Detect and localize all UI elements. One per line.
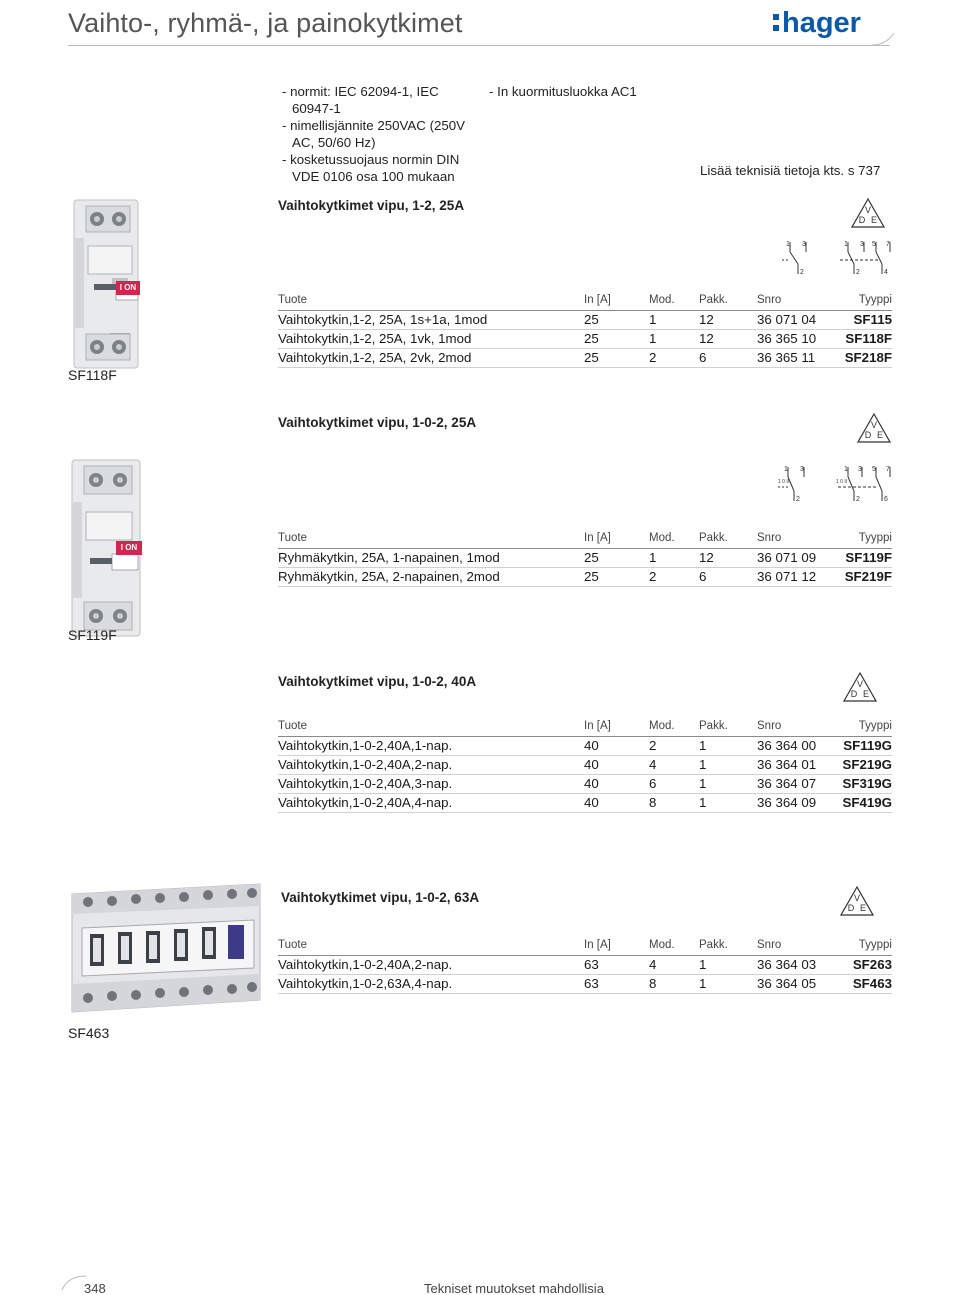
cell-snro: 36 365 11 [757, 348, 837, 367]
cell-product: Ryhmäkytkin, 25A, 2-napainen, 2mod [278, 567, 584, 586]
wiring-diagram-icon [774, 463, 894, 505]
cell-modules: 1 [649, 329, 699, 348]
svg-text:3: 3 [858, 466, 862, 473]
cell-current: 25 [584, 329, 649, 348]
cell-pack: 12 [699, 329, 757, 348]
cell-modules: 1 [649, 548, 699, 567]
table-row [278, 793, 892, 812]
svg-text:V: V [864, 205, 872, 215]
col-product: Tuote [278, 717, 584, 736]
section-title-2: Vaihtokytkimet vipu, 1-0-2, 25A [278, 415, 477, 430]
svg-text:E: E [862, 689, 870, 699]
col-modules: Mod. [649, 291, 699, 310]
cell-pack: 1 [699, 774, 757, 793]
col-current: In [A] [584, 717, 649, 736]
cell-product: Vaihtokytkin,1-0-2,63A,4-nap. [278, 974, 584, 993]
table-row [278, 774, 892, 793]
header-rule [68, 45, 890, 46]
cell-modules: 2 [649, 567, 699, 586]
cell-pack: 6 [699, 567, 757, 586]
cell-modules: 6 [649, 774, 699, 793]
col-pack: Pakk. [699, 529, 757, 548]
spec-line: - kosketussuojaus normin DIN [282, 152, 460, 167]
table-row [278, 310, 892, 329]
table-header [278, 717, 892, 736]
col-product: Tuote [278, 529, 584, 548]
cell-pack: 6 [699, 348, 757, 367]
vde-mark-icon [851, 198, 885, 228]
spec-line: - normit: IEC 62094-1, IEC [282, 84, 439, 99]
col-snro: Snro [757, 717, 837, 736]
svg-text:1 0 II: 1 0 II [778, 479, 790, 485]
cell-modules: 4 [649, 955, 699, 974]
product-table-1 [278, 291, 892, 368]
cell-snro: 36 071 12 [757, 567, 837, 586]
footer-note: Tekniset muutokset mahdollisia [424, 1281, 604, 1295]
col-type: Tyyppi [837, 936, 892, 955]
section-title-1: Vaihtokytkimet vipu, 1-2, 25A [278, 198, 465, 213]
cell-current: 25 [584, 548, 649, 567]
table-row [278, 329, 892, 348]
cell-snro: 36 364 01 [757, 755, 837, 774]
svg-text:V: V [870, 420, 878, 430]
cell-current: 25 [584, 348, 649, 367]
cell-product: Vaihtokytkin,1-0-2,40A,3-nap. [278, 774, 584, 793]
spec-line: AC, 50/60 Hz) [292, 135, 376, 150]
svg-text:6: 6 [884, 496, 888, 503]
svg-text:7: 7 [886, 241, 890, 248]
col-snro: Snro [757, 529, 837, 548]
section-title-4: Vaihtokytkimet vipu, 1-0-2, 63A [281, 890, 480, 905]
cell-pack: 12 [699, 310, 757, 329]
figure-label-sf118f: SF118F [68, 367, 117, 383]
product-table-3 [278, 717, 892, 813]
cell-type: SF118F [837, 329, 892, 348]
cell-current: 40 [584, 755, 649, 774]
col-product: Tuote [278, 936, 584, 955]
table-row [278, 955, 892, 974]
col-snro: Snro [757, 291, 837, 310]
col-pack: Pakk. [699, 936, 757, 955]
col-type: Tyyppi [837, 717, 892, 736]
cell-snro: 36 365 10 [757, 329, 837, 348]
cell-product: Vaihtokytkin,1-2, 25A, 1vk, 1mod [278, 329, 584, 348]
svg-text:D: D [850, 689, 858, 699]
cell-current: 40 [584, 736, 649, 755]
svg-text:1: 1 [784, 466, 788, 473]
svg-text:5: 5 [872, 241, 876, 248]
svg-text:V: V [853, 893, 861, 903]
page-title: Vaihto-, ryhmä-, ja painokytkimet [68, 8, 463, 38]
cell-modules: 1 [649, 310, 699, 329]
cell-type: SF218F [837, 348, 892, 367]
cell-type: SF119F [837, 548, 892, 567]
hager-logo [772, 3, 874, 43]
svg-text:2: 2 [800, 269, 804, 276]
svg-text:E: E [876, 430, 884, 440]
cell-pack: 1 [699, 955, 757, 974]
table-row [278, 348, 892, 367]
header-rule-curve [872, 31, 898, 59]
col-product: Tuote [278, 291, 584, 310]
svg-text:7: 7 [886, 466, 890, 473]
table-row [278, 736, 892, 755]
cell-pack: 1 [699, 755, 757, 774]
col-current: In [A] [584, 936, 649, 955]
cell-snro: 36 364 05 [757, 974, 837, 993]
col-modules: Mod. [649, 936, 699, 955]
svg-text:3: 3 [800, 466, 804, 473]
table-row [278, 548, 892, 567]
svg-text:V: V [856, 679, 864, 689]
col-type: Tyyppi [837, 529, 892, 548]
on-indicator-label: I ON [116, 541, 142, 555]
cell-type: SF419G [837, 793, 892, 812]
cell-product: Vaihtokytkin,1-0-2,40A,2-nap. [278, 955, 584, 974]
product-table-4 [278, 936, 892, 994]
svg-text:1: 1 [786, 241, 790, 248]
spec-line: 60947-1 [292, 101, 341, 116]
cell-modules: 2 [649, 348, 699, 367]
svg-text:2: 2 [856, 269, 860, 276]
col-pack: Pakk. [699, 291, 757, 310]
cell-pack: 1 [699, 974, 757, 993]
cell-type: SF219G [837, 755, 892, 774]
vde-mark-icon [843, 672, 877, 702]
table-row [278, 567, 892, 586]
svg-text:2: 2 [796, 496, 800, 503]
cell-current: 63 [584, 974, 649, 993]
cell-product: Vaihtokytkin,1-0-2,40A,2-nap. [278, 755, 584, 774]
cell-pack: 1 [699, 736, 757, 755]
table-header [278, 936, 892, 955]
cell-current: 63 [584, 955, 649, 974]
svg-text:D: D [847, 903, 855, 913]
svg-text:1: 1 [844, 466, 848, 473]
cell-snro: 36 071 04 [757, 310, 837, 329]
cell-current: 40 [584, 774, 649, 793]
svg-text:E: E [859, 903, 867, 913]
cell-snro: 36 364 00 [757, 736, 837, 755]
cell-modules: 4 [649, 755, 699, 774]
svg-text:3: 3 [860, 241, 864, 248]
cell-product: Vaihtokytkin,1-0-2,40A,1-nap. [278, 736, 584, 755]
col-pack: Pakk. [699, 717, 757, 736]
cell-type: SF119G [837, 736, 892, 755]
product-table-2 [278, 529, 892, 587]
cell-snro: 36 364 03 [757, 955, 837, 974]
brand-text: hager [782, 7, 861, 39]
vde-mark-icon [840, 886, 874, 916]
table-row [278, 755, 892, 774]
spec-line: - nimellisjännite 250VAC (250V [282, 118, 466, 133]
cell-product: Vaihtokytkin,1-2, 25A, 1s+1a, 1mod [278, 310, 584, 329]
cell-type: SF115 [837, 310, 892, 329]
col-type: Tyyppi [837, 291, 892, 310]
cell-product: Ryhmäkytkin, 25A, 1-napainen, 1mod [278, 548, 584, 567]
cell-current: 25 [584, 567, 649, 586]
cell-type: SF263 [837, 955, 892, 974]
cell-pack: 1 [699, 793, 757, 812]
page-number: 348 [84, 1281, 106, 1295]
svg-text:E: E [870, 215, 878, 225]
device-image-sf463 [68, 880, 264, 1015]
col-current: In [A] [584, 529, 649, 548]
cell-snro: 36 071 09 [757, 548, 837, 567]
wiring-diagram-icon [778, 238, 894, 278]
cell-current: 40 [584, 793, 649, 812]
spec-load-class: - In kuormitusluokka AC1 [489, 84, 637, 99]
col-modules: Mod. [649, 717, 699, 736]
svg-text:2: 2 [856, 496, 860, 503]
svg-text:5: 5 [872, 466, 876, 473]
vde-mark-icon [857, 413, 891, 443]
cell-type: SF319G [837, 774, 892, 793]
cell-current: 25 [584, 310, 649, 329]
col-modules: Mod. [649, 529, 699, 548]
spec-line: VDE 0106 osa 100 mukaan [292, 169, 455, 184]
cell-product: Vaihtokytkin,1-0-2,40A,4-nap. [278, 793, 584, 812]
svg-text:1 0 II: 1 0 II [836, 479, 848, 485]
svg-text:D: D [858, 215, 866, 225]
cell-modules: 8 [649, 974, 699, 993]
spec-list [282, 83, 465, 185]
table-header [278, 529, 892, 548]
cell-modules: 2 [649, 736, 699, 755]
svg-text:D: D [864, 430, 872, 440]
figure-label-sf463: SF463 [68, 1025, 110, 1041]
cell-snro: 36 364 07 [757, 774, 837, 793]
col-snro: Snro [757, 936, 837, 955]
col-current: In [A] [584, 291, 649, 310]
more-info-link[interactable]: Lisää teknisiä tietoja kts. s 737 [700, 163, 881, 178]
svg-text:1: 1 [844, 241, 848, 248]
cell-type: SF219F [837, 567, 892, 586]
cell-modules: 8 [649, 793, 699, 812]
on-indicator-label: I ON [116, 281, 140, 295]
cell-snro: 36 364 09 [757, 793, 837, 812]
section-title-3: Vaihtokytkimet vipu, 1-0-2, 40A [278, 674, 477, 689]
figure-label-sf119f: SF119F [68, 627, 117, 643]
table-header [278, 291, 892, 310]
svg-text:4: 4 [884, 269, 888, 276]
svg-text:3: 3 [802, 241, 806, 248]
cell-pack: 12 [699, 548, 757, 567]
cell-product: Vaihtokytkin,1-2, 25A, 2vk, 2mod [278, 348, 584, 367]
table-row [278, 974, 892, 993]
cell-type: SF463 [837, 974, 892, 993]
